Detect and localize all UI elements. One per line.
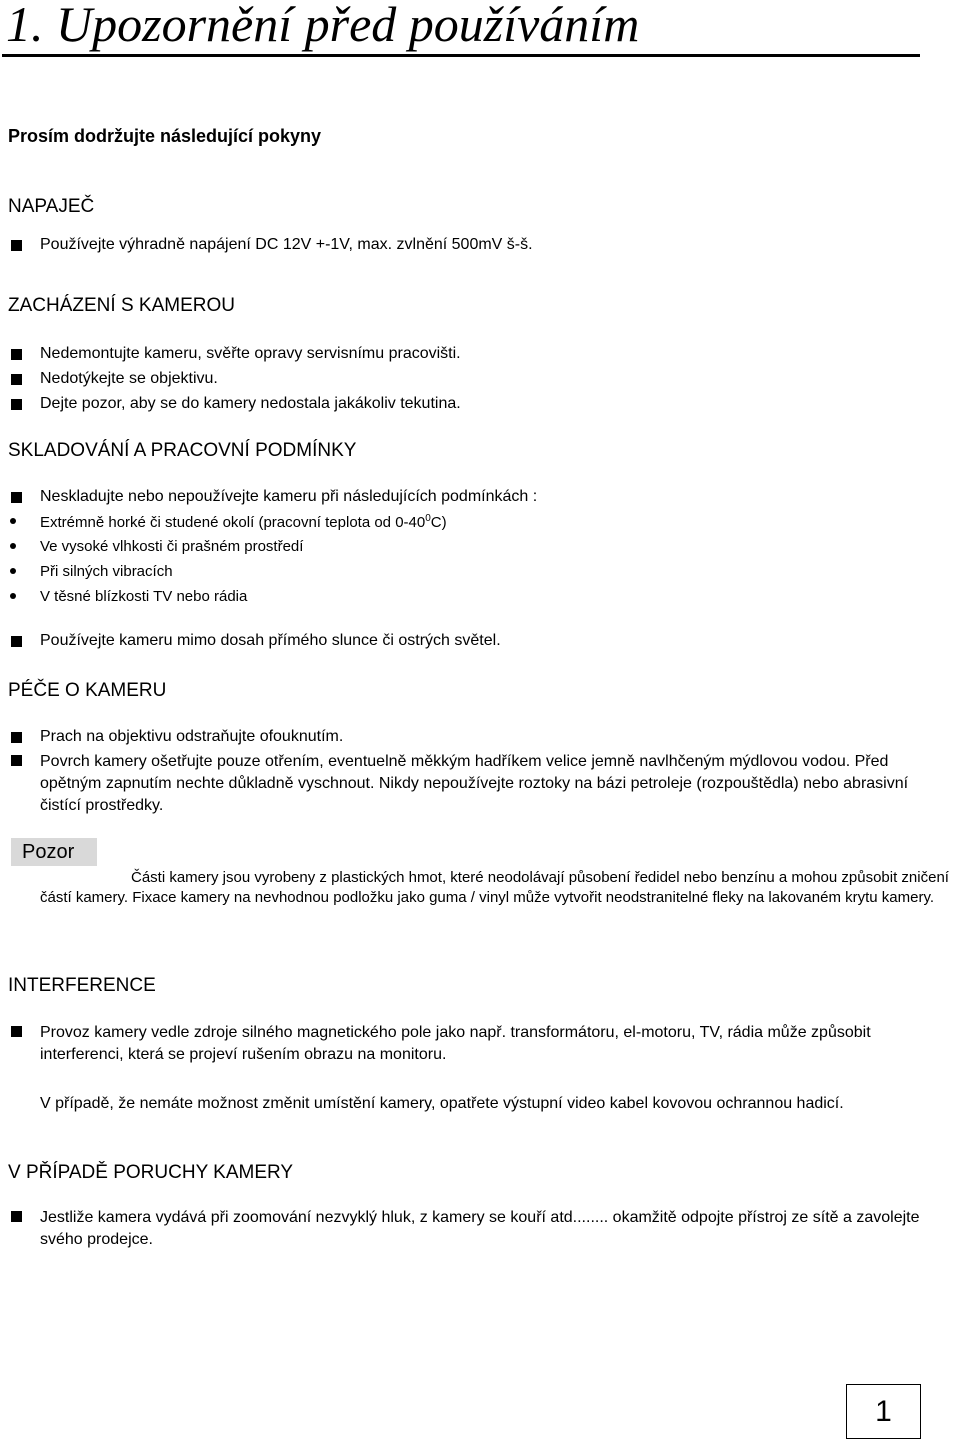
square-bullet-icon: [11, 732, 22, 743]
note-text: V případě, že nemáte možnost změnit umístění kamery, opatřete výstupní video kabel kovovou ochrannou hadicí.: [40, 1095, 844, 1112]
sub-list-item-text: Při silných vibracích: [40, 563, 173, 580]
square-bullet-icon: [11, 240, 22, 251]
sub-list-item-text: V těsné blízkosti TV nebo rádia: [40, 588, 248, 605]
sub-list-item: [8, 588, 247, 605]
list-item: [8, 236, 533, 254]
square-bullet-icon: [11, 1026, 22, 1037]
square-bullet-icon: [11, 1211, 22, 1222]
list-item-text: Povrch kamery ošetřujte pouze otřením, eventuelně měkkým hadříkem velice jemně navlhčeným mýdlovou vodou. Před opětným zapnutím nechte důkladně vyschnout. Nikdy nepoužívejte roztoky na bázi petroleje (rozpouštědla) nebo abrasivní čistící prostředky.: [40, 753, 909, 814]
sub-list-item: [8, 563, 173, 580]
section-heading-zachazeni: ZACHÁZENÍ S KAMEROU: [8, 295, 235, 316]
list-item-text: Neskladujte nebo nepoužívejte kameru při následujících podmínkách :: [40, 488, 538, 505]
sub-list-item-text: Ve vysoké vlhkosti či prašném prostředí: [40, 538, 304, 555]
list-item-text: Nedotýkejte se objektivu.: [40, 370, 218, 387]
list-item: [8, 395, 461, 413]
page-number: 1: [846, 1384, 921, 1439]
list-item: [8, 488, 537, 506]
warning-text: Části kamery jsou vyrobeny z plastických hmot, které neodolávají působení ředidel nebo benzínu a mohou způsobit zničení částí kamery. Fixace kamery na nevhodnou podložku jako guma / vinyl může vytvořit neodstranitelné fleky na lakovaném krytu kamery.: [40, 869, 949, 906]
square-bullet-icon: [11, 399, 22, 410]
round-bullet-icon: [10, 543, 16, 549]
section-heading-skladovani: SKLADOVÁNÍ A PRACOVNÍ PODMÍNKY: [8, 440, 357, 461]
list-item-text: Dejte pozor, aby se do kamery nedostala jakákoliv tekutina.: [40, 395, 461, 412]
section-heading-napajec: NAPAJEČ: [8, 196, 95, 217]
sub-list-item: [8, 513, 447, 531]
sub-list-item-text: Extrémně horké či studené okolí (pracovní teplota od 0-40: [40, 514, 426, 531]
intro-text: Prosím dodržujte následující pokyny: [8, 126, 322, 146]
square-bullet-icon: [11, 492, 22, 503]
square-bullet-icon: [11, 636, 22, 647]
section-heading-interference: INTERFERENCE: [8, 975, 156, 996]
list-item: [8, 751, 920, 817]
list-item-text: Používejte výhradně napájení DC 12V +-1V, max. zvlnění 500mV š-š.: [40, 236, 533, 253]
temperature-degree: 0: [425, 513, 431, 524]
square-bullet-icon: [11, 755, 22, 766]
list-item: [8, 728, 343, 746]
sub-list-item: [8, 538, 303, 555]
section-heading-porucha: V PŘÍPADĚ PORUCHY KAMERY: [8, 1162, 294, 1183]
list-item-text: Provoz kamery vedle zdroje silného magnetického pole jako např. transformátoru, el-motoru, TV, rádia může způsobit interferenci, která se projeví rušením obrazu na monitoru.: [40, 1024, 871, 1063]
temperature-unit: C): [430, 514, 447, 531]
list-item: [8, 370, 218, 388]
list-item-text: Nedemontujte kameru, svěřte opravy servisnímu pracovišti.: [40, 345, 461, 362]
square-bullet-icon: [11, 374, 22, 385]
list-item-text: Používejte kameru mimo dosah přímého slunce či ostrých světel.: [40, 632, 501, 649]
list-item-text: Jestliže kamera vydává při zoomování nezvyklý hluk, z kamery se kouří atd........ okamžitě odpojte přístroj ze sítě a zavolejte svého prodejce.: [40, 1209, 920, 1248]
round-bullet-icon: [10, 593, 16, 599]
list-item: [8, 632, 501, 650]
page-title: 1. Upozornění před používáním: [6, 0, 640, 52]
list-item-text: Prach na objektivu odstraňujte ofouknutím.: [40, 728, 344, 745]
list-item: [8, 345, 461, 363]
round-bullet-icon: [10, 568, 16, 574]
title-underline: [2, 54, 920, 57]
warning-label: Pozor: [11, 838, 97, 866]
note-paragraph: [8, 1093, 920, 1115]
list-item: [8, 1022, 920, 1066]
section-heading-pece: PÉČE O KAMERU: [8, 680, 167, 701]
list-item: [8, 1207, 920, 1251]
round-bullet-icon: [10, 518, 16, 524]
square-bullet-icon: [11, 349, 22, 360]
